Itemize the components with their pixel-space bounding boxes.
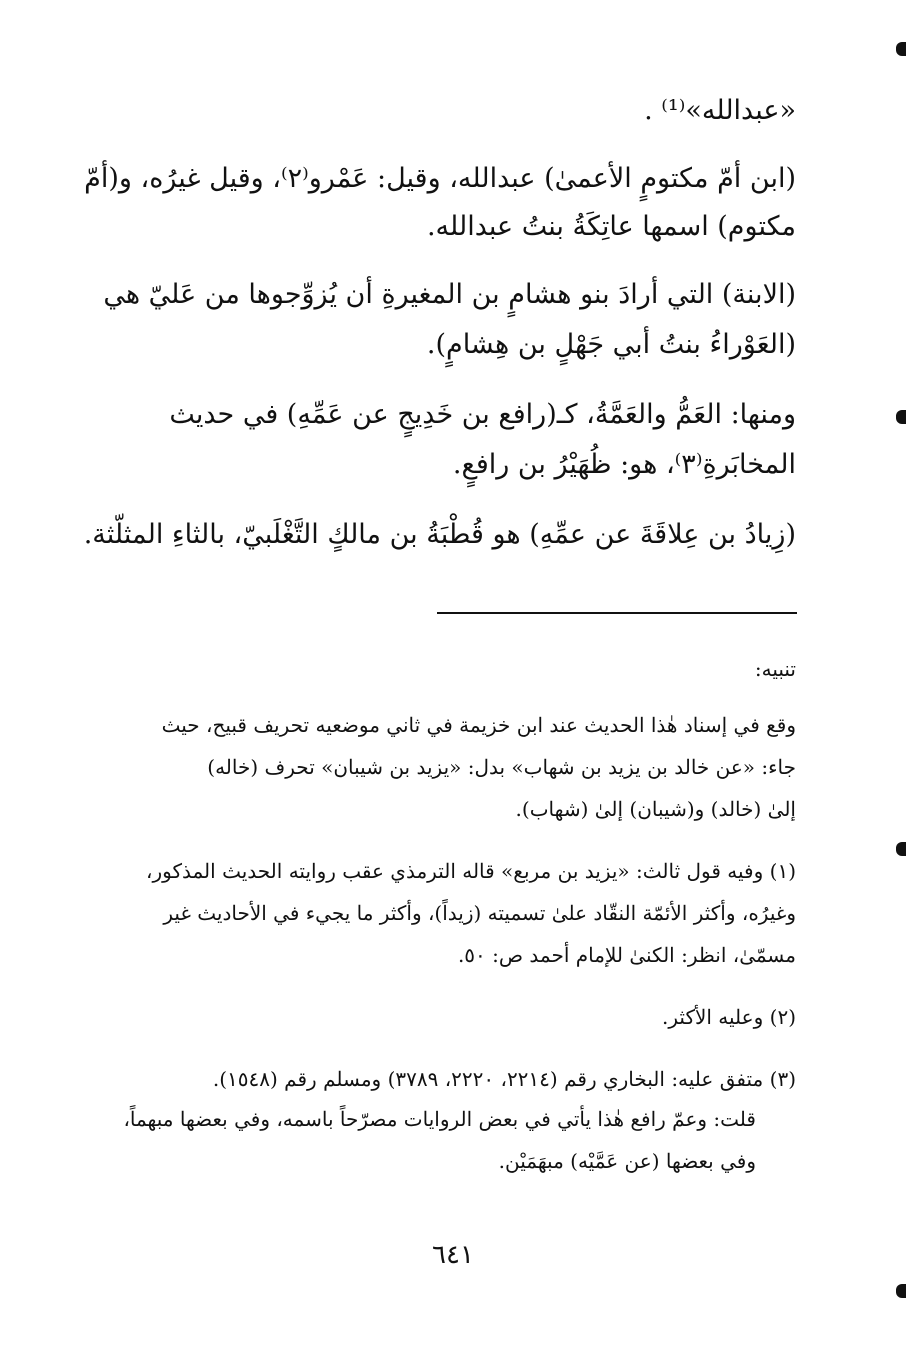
margin-mark bbox=[896, 410, 906, 424]
body-line-8: (زِيادُ بن عِلاقَةَ عن عمِّهِ) هو قُطْبَةُ بن مالكٍ التَّغْلَبيّ، بالثاءِ المثلّثة. bbox=[83, 519, 796, 550]
notice-heading: تنبيه: bbox=[754, 657, 796, 681]
notice-line-2: جاء: «عن خالد بن يزيد بن شهاب» بدل: «يزيد بن شيبان» تحرف (خاله) bbox=[207, 755, 796, 779]
footnote-3-line-2: قلت: وعمّ رافع هٰذا يأتي في بعض الروايات مصرّحاً باسمه، وفي بعضها مبهماً، bbox=[123, 1107, 756, 1131]
margin-mark bbox=[896, 842, 906, 856]
margin-mark bbox=[896, 1284, 906, 1298]
footnote-1-line-2: وغيرُه، وأكثر الأئمّة النقّاد علىٰ تسميته (زيداً)، وأكثر ما يجيء في الأحاديث غير bbox=[163, 901, 796, 925]
footnote-1-line-1: (١) وفيه قول ثالث: «يزيد بن مربع» قاله الترمذي عقب روايته الحديث المذكور، bbox=[146, 859, 796, 883]
body-line-7: المخابَرةِ⁽٣⁾، هو: ظُهَيْرُ بن رافعٍ. bbox=[452, 449, 796, 480]
page-number: ٦٤١ bbox=[432, 1240, 474, 1270]
footnote-3-line-3: وفي بعضها (عن عَمَّيْه) مبهَمَيْن. bbox=[498, 1149, 756, 1173]
body-line-6: ومنها: العَمُّ والعَمَّةُ، كـ(رافع بن خَدِيجٍ عن عَمِّهِ) في حديث bbox=[169, 399, 796, 430]
footnote-separator bbox=[437, 612, 797, 614]
footnote-1-line-3: مسمّىٰ، انظر: الكنىٰ للإمام أحمد ص: ٥٠. bbox=[457, 943, 796, 967]
body-line-5: (العَوْراءُ بنتُ أبي جَهْلٍ بن هِشامٍ). bbox=[426, 329, 796, 360]
body-line-4: (الابنة) التي أرادَ بنو هشامٍ بن المغيرةِ أن يُزوِّجوها من عَليّ هي bbox=[103, 279, 796, 310]
body-line-2: (ابن أمّ مكتومٍ الأعمىٰ) عبدالله، وقيل: عَمْرو⁽٢⁾، وقيل غيرُه، و(أمّ bbox=[84, 163, 796, 194]
footnote-2: (٢) وعليه الأكثر. bbox=[662, 1005, 796, 1029]
footnote-3-line-1: (٣) متفق عليه: البخاري رقم (٢٢١٤، ٢٢٢٠، ٣٧٨٩) ومسلم رقم (١٥٤٨). bbox=[212, 1067, 796, 1091]
notice-line-3: إلىٰ (خالد) و(شيبان) إلىٰ (شهاب). bbox=[515, 797, 796, 821]
margin-mark bbox=[896, 42, 906, 56]
body-line-3: مكتوم) اسمها عاتِكَةُ بنتُ عبدالله. bbox=[426, 211, 796, 242]
body-line-1: «عبدالله»⁽¹⁾ . bbox=[644, 95, 796, 126]
notice-line-1: وقع في إسناد هٰذا الحديث عند ابن خزيمة في ثاني موضعيه تحريف قبيح، حيث bbox=[161, 713, 796, 737]
